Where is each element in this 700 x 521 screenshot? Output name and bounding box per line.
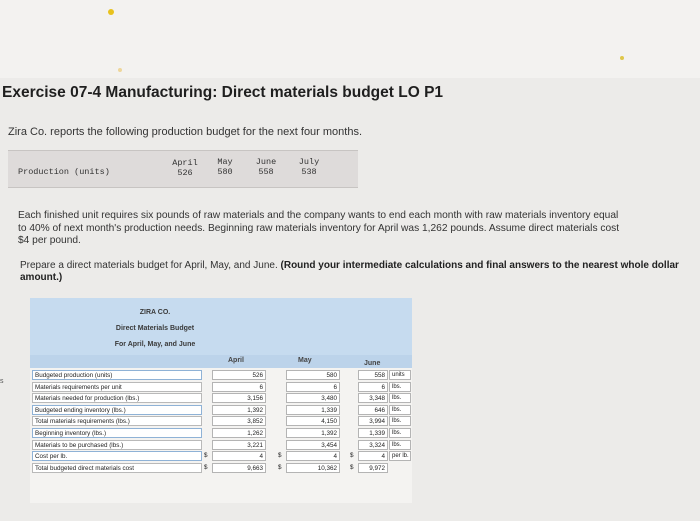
unit-label: lbs. — [389, 440, 411, 450]
production-budget-table — [8, 150, 358, 188]
unit-label: per lb. — [389, 451, 411, 461]
col-header-may: May — [298, 357, 312, 364]
budget-cell-april[interactable]: 4 — [212, 451, 266, 461]
budget-row-label: Total materials requirements (lbs.) — [32, 416, 202, 426]
budget-row — [30, 370, 412, 381]
budget-cell-may[interactable]: 1,339 — [286, 405, 340, 415]
budget-row-label: Materials needed for production (lbs.) — [32, 393, 202, 403]
unit-label: lbs. — [389, 428, 411, 438]
budget-row — [30, 382, 412, 393]
budget-cell-june[interactable]: 4 — [358, 451, 388, 461]
budget-cell-april[interactable]: 1,392 — [212, 405, 266, 415]
budget-row — [30, 463, 412, 474]
units-value: 580 — [217, 167, 233, 177]
units-value: 526 — [177, 168, 193, 178]
currency-symbol: $ — [204, 452, 208, 460]
instruction-normal: Prepare a direct materials budget for April, May, and June. — [20, 260, 278, 271]
budget-cell-june[interactable]: 3,994 — [358, 416, 388, 426]
problem-description — [18, 210, 690, 248]
exercise-title: Exercise 07-4 Manufacturing: Direct materials budget LO P1 — [2, 84, 444, 101]
month-label: April — [172, 158, 198, 168]
budget-row — [30, 393, 412, 404]
currency-symbol: $ — [278, 463, 282, 471]
budget-cell-april[interactable]: 3,221 — [212, 440, 266, 450]
unit-label: lbs. — [389, 416, 411, 426]
decorative-dot — [118, 68, 122, 72]
budget-row-label: Materials to be purchased (lbs.) — [32, 440, 202, 450]
budget-row — [30, 428, 412, 439]
description-line: $4 per pound. — [18, 235, 81, 246]
budget-cell-may[interactable]: 10,362 — [286, 463, 340, 473]
budget-cell-june[interactable]: 3,324 — [358, 440, 388, 450]
column-header-band — [30, 355, 412, 368]
budget-cell-may[interactable]: 4 — [286, 451, 340, 461]
direct-materials-budget — [30, 298, 412, 503]
budget-row-label: Budgeted ending inventory (lbs.) — [32, 405, 202, 415]
budget-cell-may[interactable]: 3,480 — [286, 393, 340, 403]
unit-label: lbs. — [389, 382, 411, 392]
budget-row-label: Budgeted production (units) — [32, 370, 202, 380]
col-header-june: June — [364, 360, 381, 367]
unit-label: lbs. — [389, 405, 411, 415]
instruction-bold: (Round your intermediate calculations and final answers to the nearest whole dollar amount.) — [20, 260, 679, 283]
currency-symbol: $ — [350, 452, 354, 460]
month-label: May — [217, 157, 233, 167]
side-marker: s — [0, 378, 4, 385]
budget-cell-april[interactable]: 526 — [212, 370, 266, 380]
production-col-april — [165, 158, 205, 178]
intro-text: Zira Co. reports the following production budget for the next four months. — [8, 126, 363, 138]
budget-company: ZIRA CO. — [139, 309, 171, 316]
currency-symbol: $ — [204, 463, 208, 471]
month-label: June — [255, 157, 277, 167]
budget-row — [30, 416, 412, 427]
currency-symbol: $ — [278, 452, 282, 460]
budget-cell-june[interactable]: 6 — [358, 382, 388, 392]
budget-cell-april[interactable]: 6 — [212, 382, 266, 392]
budget-cell-may[interactable]: 580 — [286, 370, 340, 380]
description-line: to 40% of next month's production needs. Beginning raw materials inventory for April was 1,262 pounds. Assume direct materials cost — [18, 222, 620, 234]
budget-cell-june[interactable]: 9,972 — [358, 463, 388, 473]
budget-cell-june[interactable]: 1,339 — [358, 428, 388, 438]
budget-cell-june[interactable]: 558 — [358, 370, 388, 380]
unit-label: lbs. — [389, 393, 411, 403]
top-strip — [0, 0, 700, 78]
col-header-april: April — [228, 357, 244, 364]
production-col-july — [289, 157, 329, 177]
budget-row — [30, 451, 412, 462]
budget-cell-may[interactable]: 6 — [286, 382, 340, 392]
decorative-dot — [108, 9, 114, 15]
budget-row-label: Cost per lb. — [32, 451, 202, 461]
description-line: Each finished unit requires six pounds of raw materials and the company wants to end each month with raw materials inventory equal — [18, 210, 619, 221]
budget-cell-april[interactable]: 1,262 — [212, 428, 266, 438]
budget-title: Direct Materials Budget — [115, 325, 195, 332]
production-row-label: Production (units) — [18, 167, 110, 177]
budget-row — [30, 440, 412, 451]
budget-row — [30, 405, 412, 416]
unit-label: units — [389, 370, 411, 380]
budget-row-label: Materials requirements per unit — [32, 382, 202, 392]
production-col-june — [246, 157, 286, 177]
decorative-dot — [620, 56, 624, 60]
budget-cell-june[interactable]: 3,348 — [358, 393, 388, 403]
units-value: 558 — [258, 167, 274, 177]
instruction-text — [20, 260, 690, 284]
budget-cell-april[interactable]: 3,852 — [212, 416, 266, 426]
month-label: July — [298, 157, 320, 167]
budget-cell-april[interactable]: 9,663 — [212, 463, 266, 473]
currency-symbol: $ — [350, 463, 354, 471]
budget-cell-june[interactable]: 646 — [358, 405, 388, 415]
budget-row-label: Beginning inventory (lbs.) — [32, 428, 202, 438]
production-col-may — [205, 157, 245, 177]
budget-cell-april[interactable]: 3,156 — [212, 393, 266, 403]
budget-cell-may[interactable]: 4,150 — [286, 416, 340, 426]
budget-cell-may[interactable]: 1,392 — [286, 428, 340, 438]
units-value: 538 — [301, 167, 317, 177]
budget-period: For April, May, and June — [114, 341, 196, 348]
budget-cell-may[interactable]: 3,454 — [286, 440, 340, 450]
budget-row-label: Total budgeted direct materials cost — [32, 463, 202, 473]
